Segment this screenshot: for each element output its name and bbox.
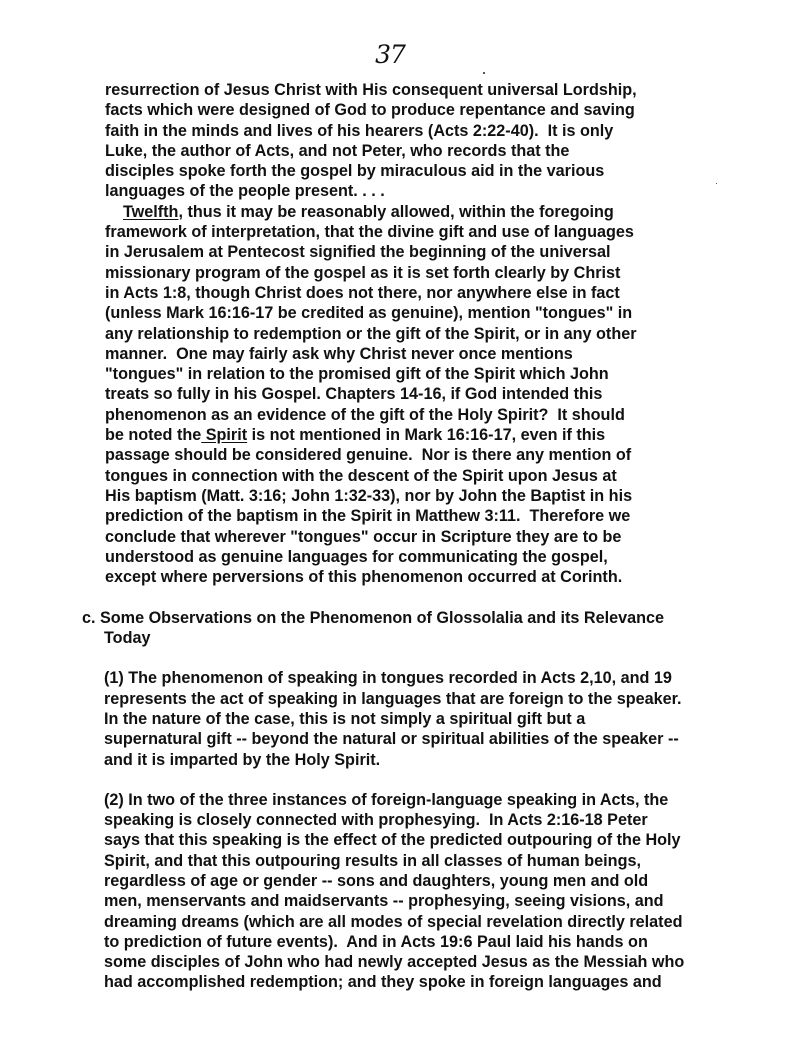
- text-line: says that this speaking is the effect of the predicted outpouring of the Holy: [104, 831, 681, 850]
- text-line: disciples spoke forth the gospel by miraculous aid in the various: [105, 162, 605, 181]
- text-line: facts which were designed of God to produce repentance and saving: [105, 101, 635, 120]
- text-line: faith in the minds and lives of his hearers (Acts 2:22-40). It is only: [105, 121, 614, 140]
- text-line: [105, 425, 800, 445]
- text-line: resurrection of Jesus Christ with His consequent universal Lordship,: [105, 81, 637, 99]
- heading-line: Today: [104, 629, 151, 648]
- scan-speck: [483, 72, 485, 74]
- text-line: Spirit, and that this outpouring results in all classes of human beings,: [104, 851, 641, 870]
- text-line: in Jerusalem at Pentecost signified the beginning of the universal: [105, 243, 611, 262]
- text-line: "tongues" in relation to the promised gift of the Spirit which John: [105, 365, 609, 384]
- text-line: In the nature of the case, this is not simply a spiritual gift but a: [104, 709, 586, 728]
- text-line: any relationship to redemption or the gift of the Spirit, or in any other: [105, 324, 637, 343]
- text-line: tongues in connection with the descent of the Spirit upon Jesus at: [105, 466, 617, 485]
- spacer: [0, 770, 800, 790]
- text-line: (1) The phenomenon of speaking in tongues recorded in Acts 2,10, and 19: [104, 669, 672, 688]
- text-line: passage should be considered genuine. Nor is there any mention of: [105, 446, 632, 465]
- text-line: and it is imparted by the Holy Spirit.: [104, 750, 381, 769]
- text-line: had accomplished redemption; and they spoke in foreign languages and: [104, 973, 662, 992]
- text-line: conclude that wherever "tongues" occur in Scripture they are to be: [105, 527, 622, 546]
- heading-line: c. Some Observations on the Phenomenon of Glossolalia and its Relevance: [82, 608, 664, 627]
- observation-paragraph: [0, 790, 800, 993]
- observation-paragraph: [0, 668, 800, 769]
- text-line: understood as genuine languages for communicating the gospel,: [105, 547, 608, 566]
- text-line: speaking is closely connected with prophesying. In Acts 2:16-18 Peter: [104, 811, 648, 830]
- text-line: to prediction of future events). And in Acts 19:6 Paul laid his hands on: [104, 932, 648, 951]
- text-line: supernatural gift -- beyond the natural or spiritual abilities of the speaker --: [104, 730, 679, 749]
- spacer: [0, 648, 800, 668]
- text-line: dreaming dreams (which are all modes of special revelation directly related: [104, 912, 683, 931]
- text-line: (2) In two of the three instances of foreign-language speaking in Acts, the: [104, 790, 669, 809]
- page-text: [0, 80, 800, 993]
- text-line: prediction of the baptism in the Spirit in Matthew 3:11. Therefore we: [105, 507, 631, 526]
- text-run: , thus it may be reasonably allowed, within the foregoing: [178, 202, 614, 221]
- spacer: [0, 587, 800, 607]
- text-line: men, menservants and maidservants -- prophesying, seeing visions, and: [104, 892, 664, 911]
- text-line: in Acts 1:8, though Christ does not there, nor anywhere else in fact: [105, 283, 620, 302]
- text-line: except where perversions of this phenomenon occurred at Corinth.: [105, 568, 623, 587]
- text-line: phenomenon as an evidence of the gift of the Holy Spirit? It should: [105, 405, 625, 424]
- text-line: His baptism (Matt. 3:16; John 1:32-33), nor by John the Baptist in his: [105, 486, 633, 505]
- text-line: Luke, the author of Acts, and not Peter, who records that the: [105, 141, 570, 160]
- text-line: treats so fully in his Gospel. Chapters 14-16, if God intended this: [105, 385, 603, 404]
- page-number: 37: [375, 40, 405, 69]
- text-line: (unless Mark 16:16-17 be credited as genuine), mention "tongues" in: [105, 304, 633, 323]
- text-line: represents the act of speaking in languages that are foreign to the speaker.: [104, 689, 682, 708]
- section-heading: [0, 608, 800, 649]
- underlined-word: Spirit: [201, 426, 248, 445]
- text-line: some disciples of John who had newly accepted Jesus as the Messiah who: [104, 953, 685, 972]
- text-run: is not mentioned in Mark 16:16-17, even if this: [247, 426, 606, 445]
- paragraph: [0, 80, 800, 202]
- text-line: [105, 202, 800, 222]
- text-line: missionary program of the gospel as it is set forth clearly by Christ: [105, 263, 621, 282]
- text-line: regardless of age or gender -- sons and daughters, young men and old: [104, 871, 649, 890]
- text-line: framework of interpretation, that the divine gift and use of languages: [105, 223, 634, 242]
- text-run: be noted the: [105, 426, 202, 445]
- indent: [105, 203, 123, 221]
- paragraph: [0, 202, 800, 588]
- text-line: languages of the people present. . . .: [105, 182, 385, 201]
- text-line: manner. One may fairly ask why Christ never once mentions: [105, 344, 573, 363]
- underlined-lead-word: Twelfth: [123, 202, 179, 221]
